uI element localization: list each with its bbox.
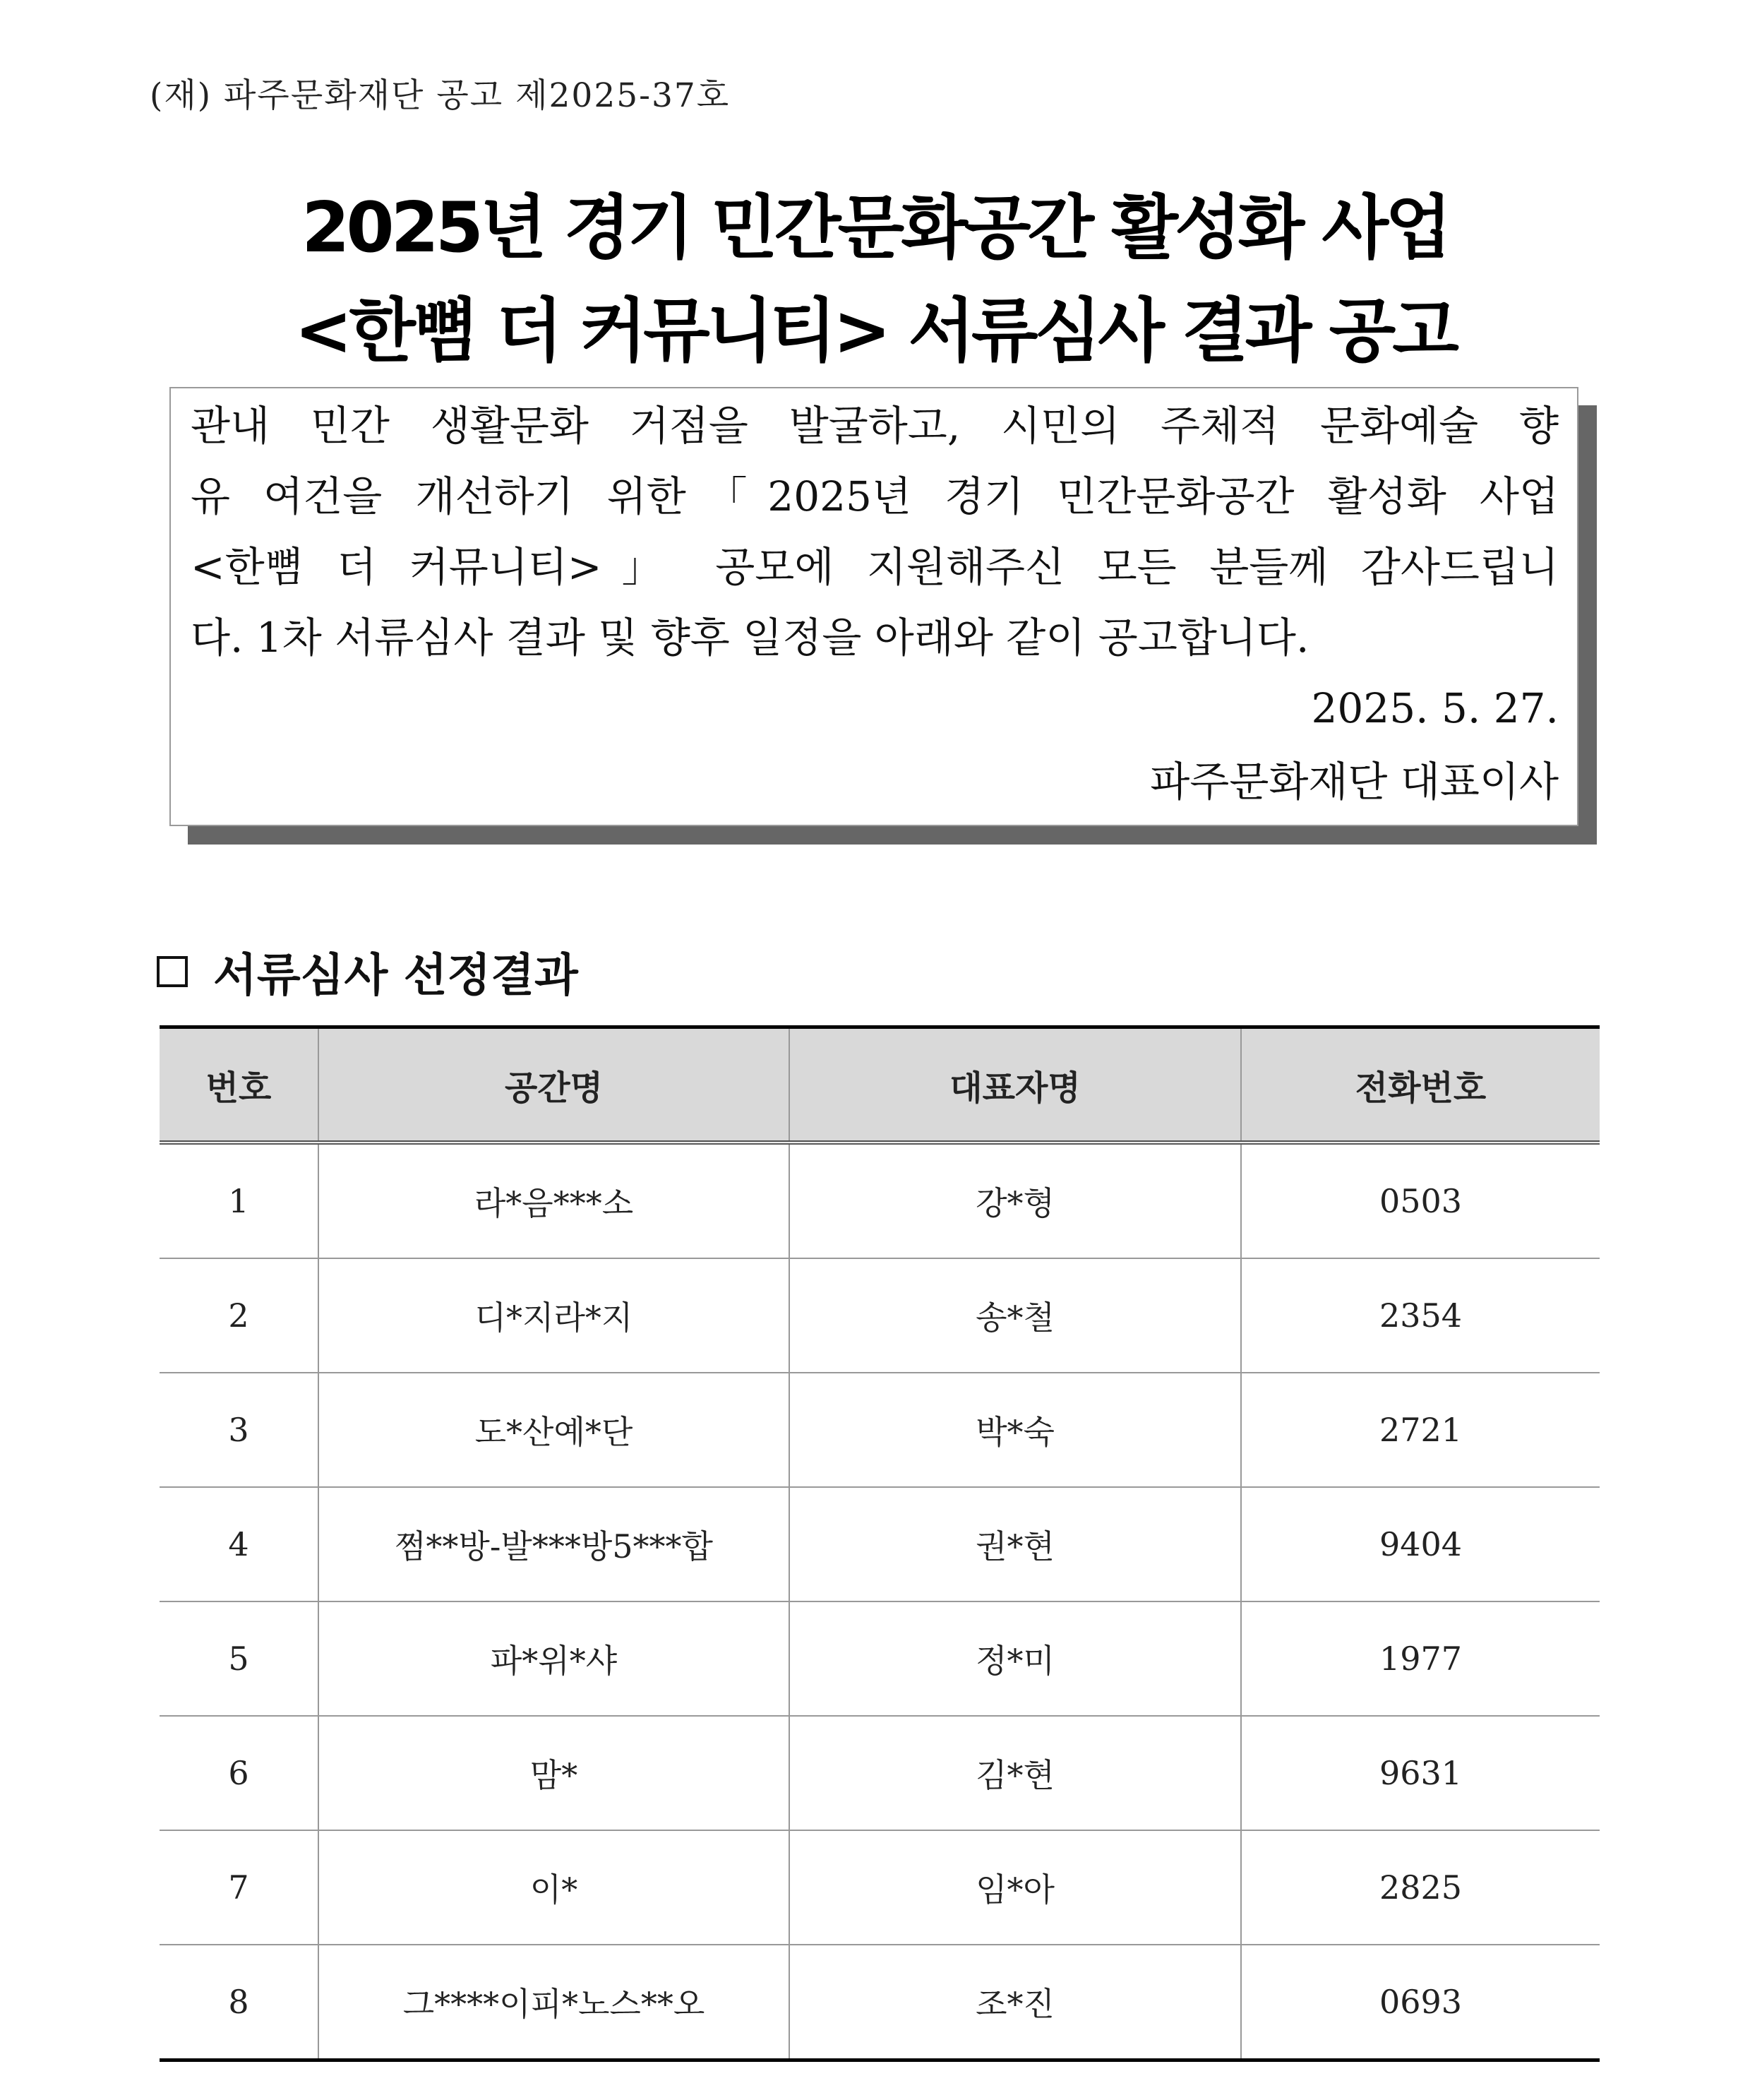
results-table <box>160 1025 1600 2062</box>
row-number: 7 <box>160 1830 318 1945</box>
signature: 파주문화재단 대표이사 <box>1150 758 1559 806</box>
representative-name: 정*미 <box>789 1601 1241 1716</box>
representative-name: 강*형 <box>789 1143 1241 1258</box>
phone-number: 1977 <box>1241 1601 1600 1716</box>
representative-name: 김*현 <box>789 1716 1241 1830</box>
space-name: 그****이피*노스**오 <box>318 1945 789 2060</box>
table-row <box>160 1830 1600 1945</box>
table-row <box>160 1945 1600 2060</box>
header-number: 번호 <box>160 1027 318 1143</box>
phone-number: 0503 <box>1241 1143 1600 1258</box>
header-phone: 전화번호 <box>1241 1027 1600 1143</box>
row-number: 4 <box>160 1487 318 1601</box>
phone-number: 2354 <box>1241 1258 1600 1373</box>
space-name: 맘* <box>318 1716 789 1830</box>
square-bullet-icon <box>157 956 188 987</box>
phone-number: 9404 <box>1241 1487 1600 1601</box>
header-space-name: 공간명 <box>318 1027 789 1143</box>
representative-name: 박*숙 <box>789 1373 1241 1487</box>
row-number: 3 <box>160 1373 318 1487</box>
intro-box <box>169 387 1578 826</box>
intro-line: 유 여건을 개선하기 위한「2025년 경기 민간문화공간 활성화 사업 <box>191 472 1559 520</box>
space-name: 라*음***소 <box>318 1143 789 1258</box>
table-row <box>160 1143 1600 1258</box>
row-number: 2 <box>160 1258 318 1373</box>
document-title-line-1: 2025년 경기 민간문화공간 활성화 사업 <box>301 188 1449 268</box>
table-header-row <box>160 1027 1600 1143</box>
table-row <box>160 1487 1600 1601</box>
space-name: 파*위*샤 <box>318 1601 789 1716</box>
phone-number: 2825 <box>1241 1830 1600 1945</box>
phone-number: 2721 <box>1241 1373 1600 1487</box>
row-number: 5 <box>160 1601 318 1716</box>
space-name: 도*산예*단 <box>318 1373 789 1487</box>
row-number: 8 <box>160 1945 318 2060</box>
phone-number: 9631 <box>1241 1716 1600 1830</box>
table-row <box>160 1601 1600 1716</box>
intro-line: <한뼘 더 커뮤니티>」 공모에 지원해주신 모든 분들께 감사드립니 <box>191 543 1559 591</box>
document-title-line-2: <한뼘 더 커뮤니티> 서류심사 결과 공고 <box>294 291 1456 371</box>
representative-name: 임*아 <box>789 1830 1241 1945</box>
table-row <box>160 1373 1600 1487</box>
space-name: 쩜**방-발***방5***합 <box>318 1487 789 1601</box>
intro-line: 관내 민간 생활문화 거점을 발굴하고, 시민의 주체적 문화예술 향 <box>191 402 1559 450</box>
row-number: 6 <box>160 1716 318 1830</box>
section-heading <box>157 939 578 1004</box>
space-name: 이* <box>318 1830 789 1945</box>
intro-line: 다. 1차 서류심사 결과 및 향후 일정을 아래와 같이 공고합니다. <box>191 614 1309 662</box>
representative-name: 권*현 <box>789 1487 1241 1601</box>
representative-name: 송*철 <box>789 1258 1241 1373</box>
header-representative: 대표자명 <box>789 1027 1241 1143</box>
section-title: 서류심사 선정결과 <box>213 950 578 1002</box>
representative-name: 조*진 <box>789 1945 1241 2060</box>
notice-date: 2025. 5. 27. <box>1311 684 1559 732</box>
notice-number: (재) 파주문화재단 공고 제2025-37호 <box>150 76 731 115</box>
table-row <box>160 1258 1600 1373</box>
table-row <box>160 1716 1600 1830</box>
space-name: 디*지라*지 <box>318 1258 789 1373</box>
row-number: 1 <box>160 1143 318 1258</box>
phone-number: 0693 <box>1241 1945 1600 2060</box>
